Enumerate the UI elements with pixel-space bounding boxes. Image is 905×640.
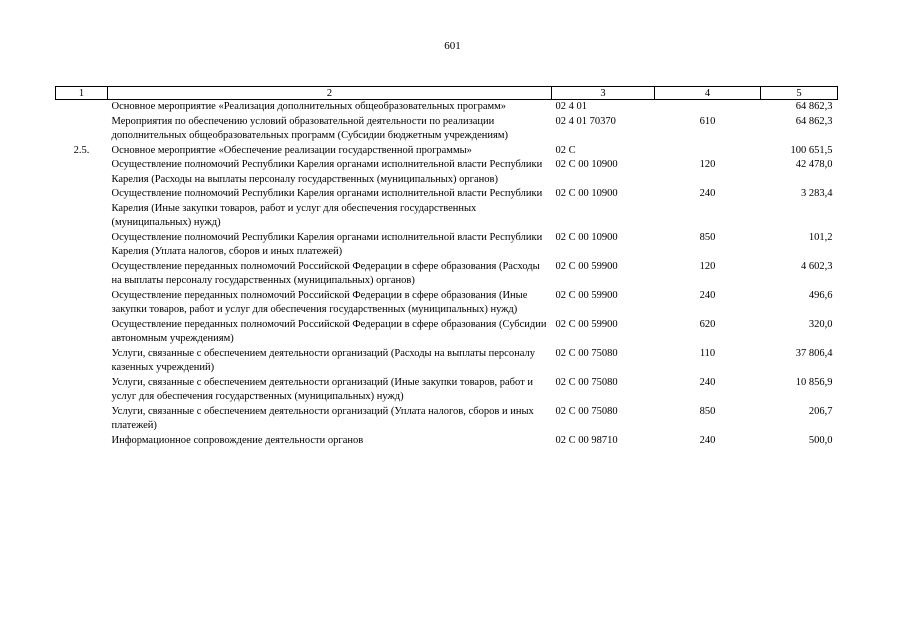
row-description: Услуги, связанные с обеспечением деятельности организаций (Иные закупки товаров, работ и услуг для обеспечения государственных (муниципальных) нужд): [111, 376, 533, 402]
row-target-code: 02 С 00 98710: [555, 434, 618, 446]
row-number: [56, 434, 108, 449]
table-row: [56, 158, 838, 187]
row-number: [56, 405, 108, 434]
row-description: Информационное сопровождение деятельности органов: [111, 434, 364, 446]
row-description: Осуществление полномочий Республики Карелия органами исполнительной власти Республики Карелия (Уплата налогов, сборов и иных платежей): [111, 231, 543, 257]
row-expense-type: 110: [699, 347, 716, 359]
table-row: [56, 115, 838, 144]
row-expense-type: 240: [699, 376, 716, 388]
table-row: [56, 347, 838, 376]
row-target-code: 02 4 01: [555, 101, 587, 112]
row-expense-type: [655, 100, 761, 115]
row-expense-type: [655, 144, 761, 159]
table-row: [56, 318, 838, 347]
row-target-code: 02 С 00 75080: [555, 405, 618, 417]
row-expense-type: 850: [699, 231, 716, 243]
row-number: [56, 187, 108, 231]
row-description: Осуществление переданных полномочий Российской Федерации в сфере образования (Субсидии автономным учреждениям): [111, 318, 547, 344]
row-target-code: 02 С 00 10900: [555, 159, 618, 170]
row-number: [56, 289, 108, 318]
table-row: [56, 289, 838, 318]
table-row: [56, 231, 838, 260]
table-row: [56, 376, 838, 405]
table-row: [56, 434, 838, 449]
table-row: [56, 144, 838, 159]
row-number: [56, 318, 108, 347]
row-number: [56, 260, 108, 289]
row-target-code: 02 С 00 75080: [555, 347, 618, 359]
row-number: [56, 347, 108, 376]
row-target-code: 02 С 00 10900: [555, 188, 618, 199]
row-amount: 64 862,3: [795, 101, 833, 112]
row-description: Осуществление полномочий Республики Карелия органами исполнительной власти Республики Карелия (Расходы на выплаты персоналу государственных (муниципальных) органов): [111, 159, 543, 185]
row-expense-type: 620: [699, 318, 716, 330]
row-description: Мероприятия по обеспечению условий образовательной деятельности по реализации дополнительных общеобразовательных программ (Субсидии бюджетным учреждениям): [111, 115, 508, 141]
column-header-5: 5: [761, 87, 838, 100]
row-amount: 37 806,4: [795, 347, 833, 359]
budget-table: [55, 86, 838, 448]
header-row: [56, 87, 838, 100]
row-number: [56, 115, 108, 144]
row-expense-type: 850: [699, 405, 716, 417]
row-target-code: 02 С 00 75080: [555, 376, 618, 388]
row-amount: 10 856,9: [795, 376, 833, 388]
row-description: Основное мероприятие «Реализация дополнительных общеобразовательных программ»: [111, 101, 507, 112]
row-expense-type: 240: [699, 434, 716, 446]
row-target-code: 02 С 00 59900: [555, 318, 618, 330]
table-row: [56, 260, 838, 289]
row-description: Осуществление переданных полномочий Российской Федерации в сфере образования (Расходы на выплаты персоналу государственных (муниципальных) органов): [111, 260, 540, 286]
column-header-2: 2: [108, 87, 552, 100]
table-row: [56, 405, 838, 434]
row-amount: 206,7: [808, 405, 833, 417]
row-target-code: 02 С: [555, 144, 576, 156]
row-expense-type: 120: [699, 260, 716, 272]
table-row: [56, 100, 838, 115]
row-description: Услуги, связанные с обеспечением деятельности организаций (Расходы на выплаты персоналу казенных учреждений): [111, 347, 535, 373]
row-number: [56, 158, 108, 187]
row-description: Основное мероприятие «Обеспечение реализации государственной программы»: [111, 144, 472, 156]
row-expense-type: 240: [699, 289, 716, 301]
row-amount: 500,0: [808, 434, 833, 446]
row-amount: 496,6: [808, 289, 833, 301]
row-description: Услуги, связанные с обеспечением деятельности организаций (Уплата налогов, сборов и иных платежей): [111, 405, 534, 431]
row-target-code: 02 4 01 70370: [555, 115, 616, 127]
row-expense-type: 610: [699, 115, 716, 127]
column-header-1: 1: [56, 87, 108, 100]
row-description: Осуществление переданных полномочий Российской Федерации в сфере образования (Иные закупки товаров, работ и услуг для обеспечения государственных (муниципальных) нужд): [111, 289, 528, 315]
row-amount: 64 862,3: [795, 115, 833, 127]
row-target-code: 02 С 00 10900: [555, 231, 618, 243]
row-amount: 101,2: [808, 231, 833, 243]
page-number: 601: [444, 40, 461, 52]
column-header-4: 4: [655, 87, 761, 100]
row-amount: 42 478,0: [795, 159, 833, 170]
column-header-3: 3: [552, 87, 655, 100]
row-target-code: 02 С 00 59900: [555, 260, 618, 272]
row-number: [56, 231, 108, 260]
row-amount: 4 602,3: [801, 260, 833, 272]
row-target-code: 02 С 00 59900: [555, 289, 618, 301]
row-number: 2.5.: [73, 144, 90, 156]
table-header: [56, 87, 838, 100]
row-amount: 320,0: [808, 318, 833, 330]
row-number: [56, 376, 108, 405]
row-expense-type: 240: [699, 188, 716, 199]
table-row: [56, 187, 838, 231]
row-amount: 100 651,5: [790, 144, 833, 156]
row-expense-type: 120: [699, 159, 716, 170]
row-description: Осуществление полномочий Республики Карелия органами исполнительной власти Республики Карелия (Иные закупки товаров, работ и услуг для обеспечения государственных (муниципальных) нужд): [111, 188, 543, 228]
table-body: [56, 100, 838, 449]
row-number: [56, 100, 108, 115]
row-amount: 3 283,4: [801, 188, 833, 199]
